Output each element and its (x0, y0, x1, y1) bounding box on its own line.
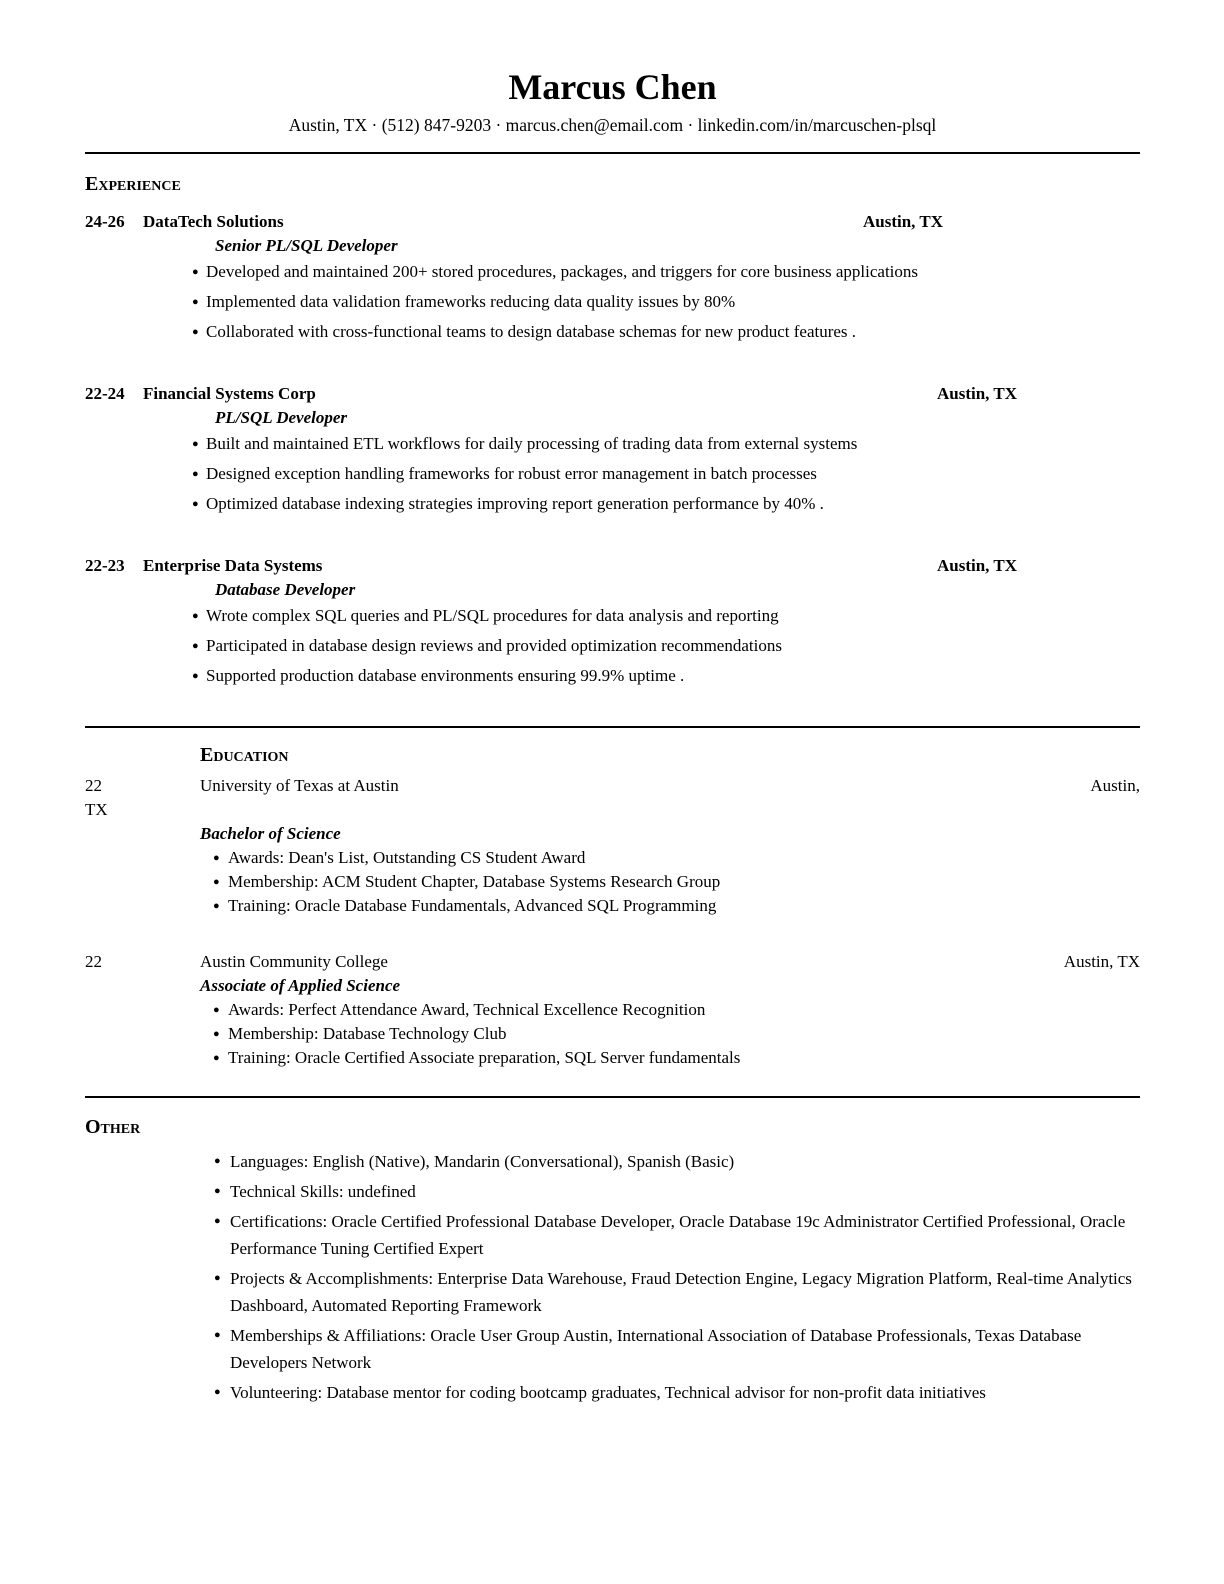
job-header (85, 382, 1140, 406)
education-location: Austin, TX (1063, 952, 1140, 972)
job-role: Database Developer (215, 580, 356, 600)
job-dates: 22-23 (85, 556, 125, 576)
bullet-item: ● Developed and maintained 200+ stored procedures, packages, and triggers for core business applications (191, 260, 1140, 284)
job-entry (85, 554, 1140, 688)
section-heading-experience: Experience (85, 173, 181, 196)
education-location-wrap: TX (85, 800, 108, 820)
bullet-item: ● Technical Skills: undefined (213, 1178, 1135, 1205)
education-header (85, 774, 1140, 798)
bullet-item: ● Implemented data validation frameworks reducing data quality issues by 80% (191, 290, 1140, 314)
job-header (85, 210, 1140, 234)
bullet-item: ● Supported production database environments ensuring 99.9% uptime . (191, 664, 1140, 688)
job-company: DataTech Solutions (143, 212, 284, 232)
job-location: Austin, TX (937, 384, 1017, 404)
education-entry (85, 774, 1140, 918)
bullet-item: ● Languages: English (Native), Mandarin (Conversational), Spanish (Basic) (213, 1148, 1135, 1175)
job-company: Financial Systems Corp (143, 384, 316, 404)
bullet-list (85, 846, 1140, 918)
section-heading-other: Other (85, 1116, 141, 1139)
education-location: Austin, (1090, 776, 1140, 796)
bullet-item: ● Training: Oracle Database Fundamentals, Advanced SQL Programming (212, 894, 1140, 918)
bullet-item: ● Projects & Accomplishments: Enterprise Data Warehouse, Fraud Detection Engine, Legacy Migration Platform, Real-time Analytics Dashboard, Automated Reporting Framework (213, 1265, 1135, 1319)
bullet-list (85, 260, 1140, 344)
education-degree: Associate of Applied Science (200, 976, 401, 996)
job-company: Enterprise Data Systems (143, 556, 323, 576)
education-entry (85, 950, 1140, 1070)
bullet-list (85, 604, 1140, 688)
education-institution: University of Texas at Austin (200, 776, 399, 796)
job-location: Austin, TX (937, 556, 1017, 576)
bullet-item: ● Certifications: Oracle Certified Professional Database Developer, Oracle Database 19c Administrator Certified Professional, Oracle Performance Tuning Certified Expert (213, 1208, 1135, 1262)
job-role: PL/SQL Developer (215, 408, 348, 428)
bullet-item: ● Memberships & Affiliations: Oracle User Group Austin, International Association of Database Professionals, Texas Database Developers Network (213, 1322, 1135, 1376)
job-header (85, 554, 1140, 578)
bullet-item: ● Participated in database design reviews and provided optimization recommendations (191, 634, 1140, 658)
bullet-item: ● Volunteering: Database mentor for coding bootcamp graduates, Technical advisor for non-profit data initiatives (213, 1379, 1135, 1406)
job-location: Austin, TX (863, 212, 943, 232)
bullet-list (85, 998, 1140, 1070)
education-header (85, 950, 1140, 974)
job-entry (85, 210, 1140, 344)
bullet-item: ● Collaborated with cross-functional teams to design database schemas for new product features . (191, 320, 1140, 344)
bullet-list (85, 1148, 1140, 1406)
bullet-item: ● Training: Oracle Certified Associate preparation, SQL Server fundamentals (212, 1046, 1140, 1070)
contact-line: Austin, TX · (512) 847-9203 · marcus.chen@email.com · linkedin.com/in/marcuschen-plsql (288, 114, 937, 135)
bullet-list (85, 432, 1140, 516)
bullet-item: ● Wrote complex SQL queries and PL/SQL procedures for data analysis and reporting (191, 604, 1140, 628)
education-degree: Bachelor of Science (200, 824, 341, 844)
divider (85, 152, 1140, 154)
job-role: Senior PL/SQL Developer (215, 236, 398, 256)
divider (85, 726, 1140, 728)
education-institution: Austin Community College (200, 952, 388, 972)
bullet-item: ● Designed exception handling frameworks for robust error management in batch processes (191, 462, 1140, 486)
bullet-item: ● Membership: Database Technology Club (212, 1022, 1140, 1046)
bullet-item: ● Awards: Dean's List, Outstanding CS Student Award (212, 846, 1140, 870)
job-dates: 22-24 (85, 384, 125, 404)
section-heading-education: Education (200, 744, 289, 767)
page-title: Marcus Chen (508, 67, 717, 107)
bullet-item: ● Awards: Perfect Attendance Award, Technical Excellence Recognition (212, 998, 1140, 1022)
job-dates: 24-26 (85, 212, 125, 232)
bullet-item: ● Optimized database indexing strategies improving report generation performance by 40% . (191, 492, 1140, 516)
bullet-item: ● Membership: ACM Student Chapter, Database Systems Research Group (212, 870, 1140, 894)
job-entry (85, 382, 1140, 516)
education-dates: 22 (85, 952, 102, 972)
divider (85, 1096, 1140, 1098)
bullet-item: ● Built and maintained ETL workflows for daily processing of trading data from external systems (191, 432, 1140, 456)
education-dates: 22 (85, 776, 102, 796)
